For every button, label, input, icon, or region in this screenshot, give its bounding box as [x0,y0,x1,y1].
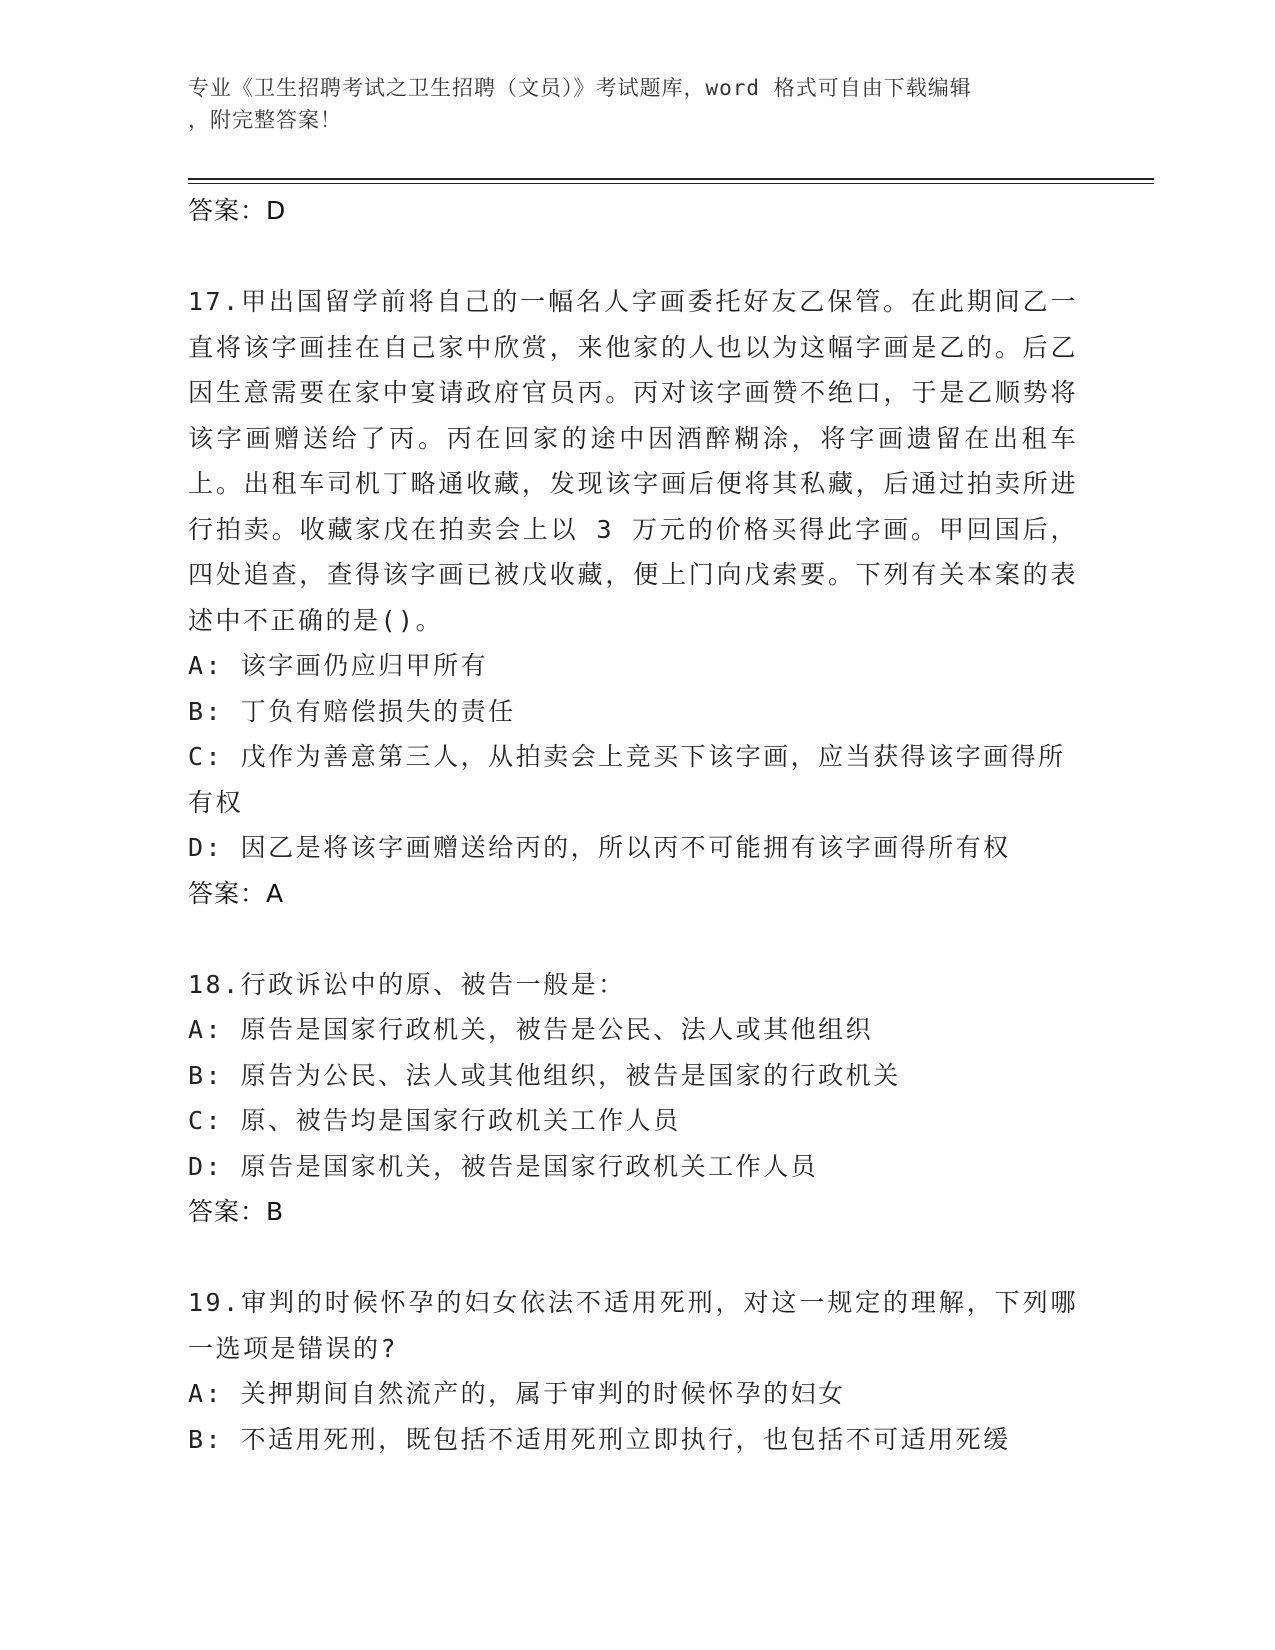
header-rule-thin [188,183,1154,184]
option-b: B: 丁负有赔偿损失的责任 [188,696,516,726]
option-c: C: 原、被告均是国家行政机关工作人员 [188,1106,681,1135]
answer: 答案：A [188,878,285,908]
question-17 [188,279,1078,916]
question-stem: 19.审判的时候怀孕的妇女依法不适用死刑，对这一规定的理解，下列哪一选项是错误的? [188,1288,1078,1363]
question-18 [188,962,1078,1235]
question-stem: 17.甲出国留学前将自己的一幅名人字画委托好友乙保管。在此期间乙一直将该字画挂在自己家中欣赏，来他家的人也以为这幅字画是乙的。后乙因生意需要在家中宴请政府官员丙。丙对该字画赞不绝口，于是乙顺势将该字画赠送给了丙。丙在回家的途中因酒醉糊涂，将字画遗留在出租车上。出租车司机丁略通收藏，发现该字画后便将其私藏，后通过拍卖所进行拍卖。收藏家戊在拍卖会上以 3 万元的价格买得此字画。甲回国后，四处追查，查得该字画已被戊收藏，便上门向戊索要。下列有关本案的表述中不正确的是()。 [188,287,1078,635]
option-d: D: 原告是国家机关，被告是国家行政机关工作人员 [188,1151,819,1181]
option-a: A: 原告是国家行政机关，被告是公民、法人或其他组织 [188,1015,874,1044]
option-d: D: 因乙是将该字画赠送给丙的，所以丙不可能拥有该字画得所有权 [188,833,1011,862]
question-stem: 18.行政诉讼中的原、被告一般是： [188,969,626,999]
header-rule-thick [188,178,1154,180]
document-body [188,188,1078,1462]
header-line-2: ，附完整答案！ [188,108,342,132]
question-19 [188,1280,1078,1462]
option-a: A: 该字画仍应归甲所有 [188,651,489,680]
answer: 答案：B [188,1197,285,1226]
header-line-1: 专业《卫生招聘考试之卫生招聘（文员）》考试题库，word 格式可自由下载编辑 [188,76,972,100]
option-b: B: 原告为公民、法人或其他组织，被告是国家的行政机关 [188,1060,901,1090]
option-a: A: 关押期间自然流产的，属于审判的时候怀孕的妇女 [188,1379,846,1408]
previous-answer: 答案：D [188,196,287,225]
option-b: B: 不适用死刑，既包括不适用死刑立即执行，也包括不可适用死缓 [188,1424,1011,1454]
option-c: C: 戊作为善意第三人，从拍卖会上竞买下该字画，应当获得该字画得所有权 [188,742,1066,817]
document-header [188,72,1068,136]
